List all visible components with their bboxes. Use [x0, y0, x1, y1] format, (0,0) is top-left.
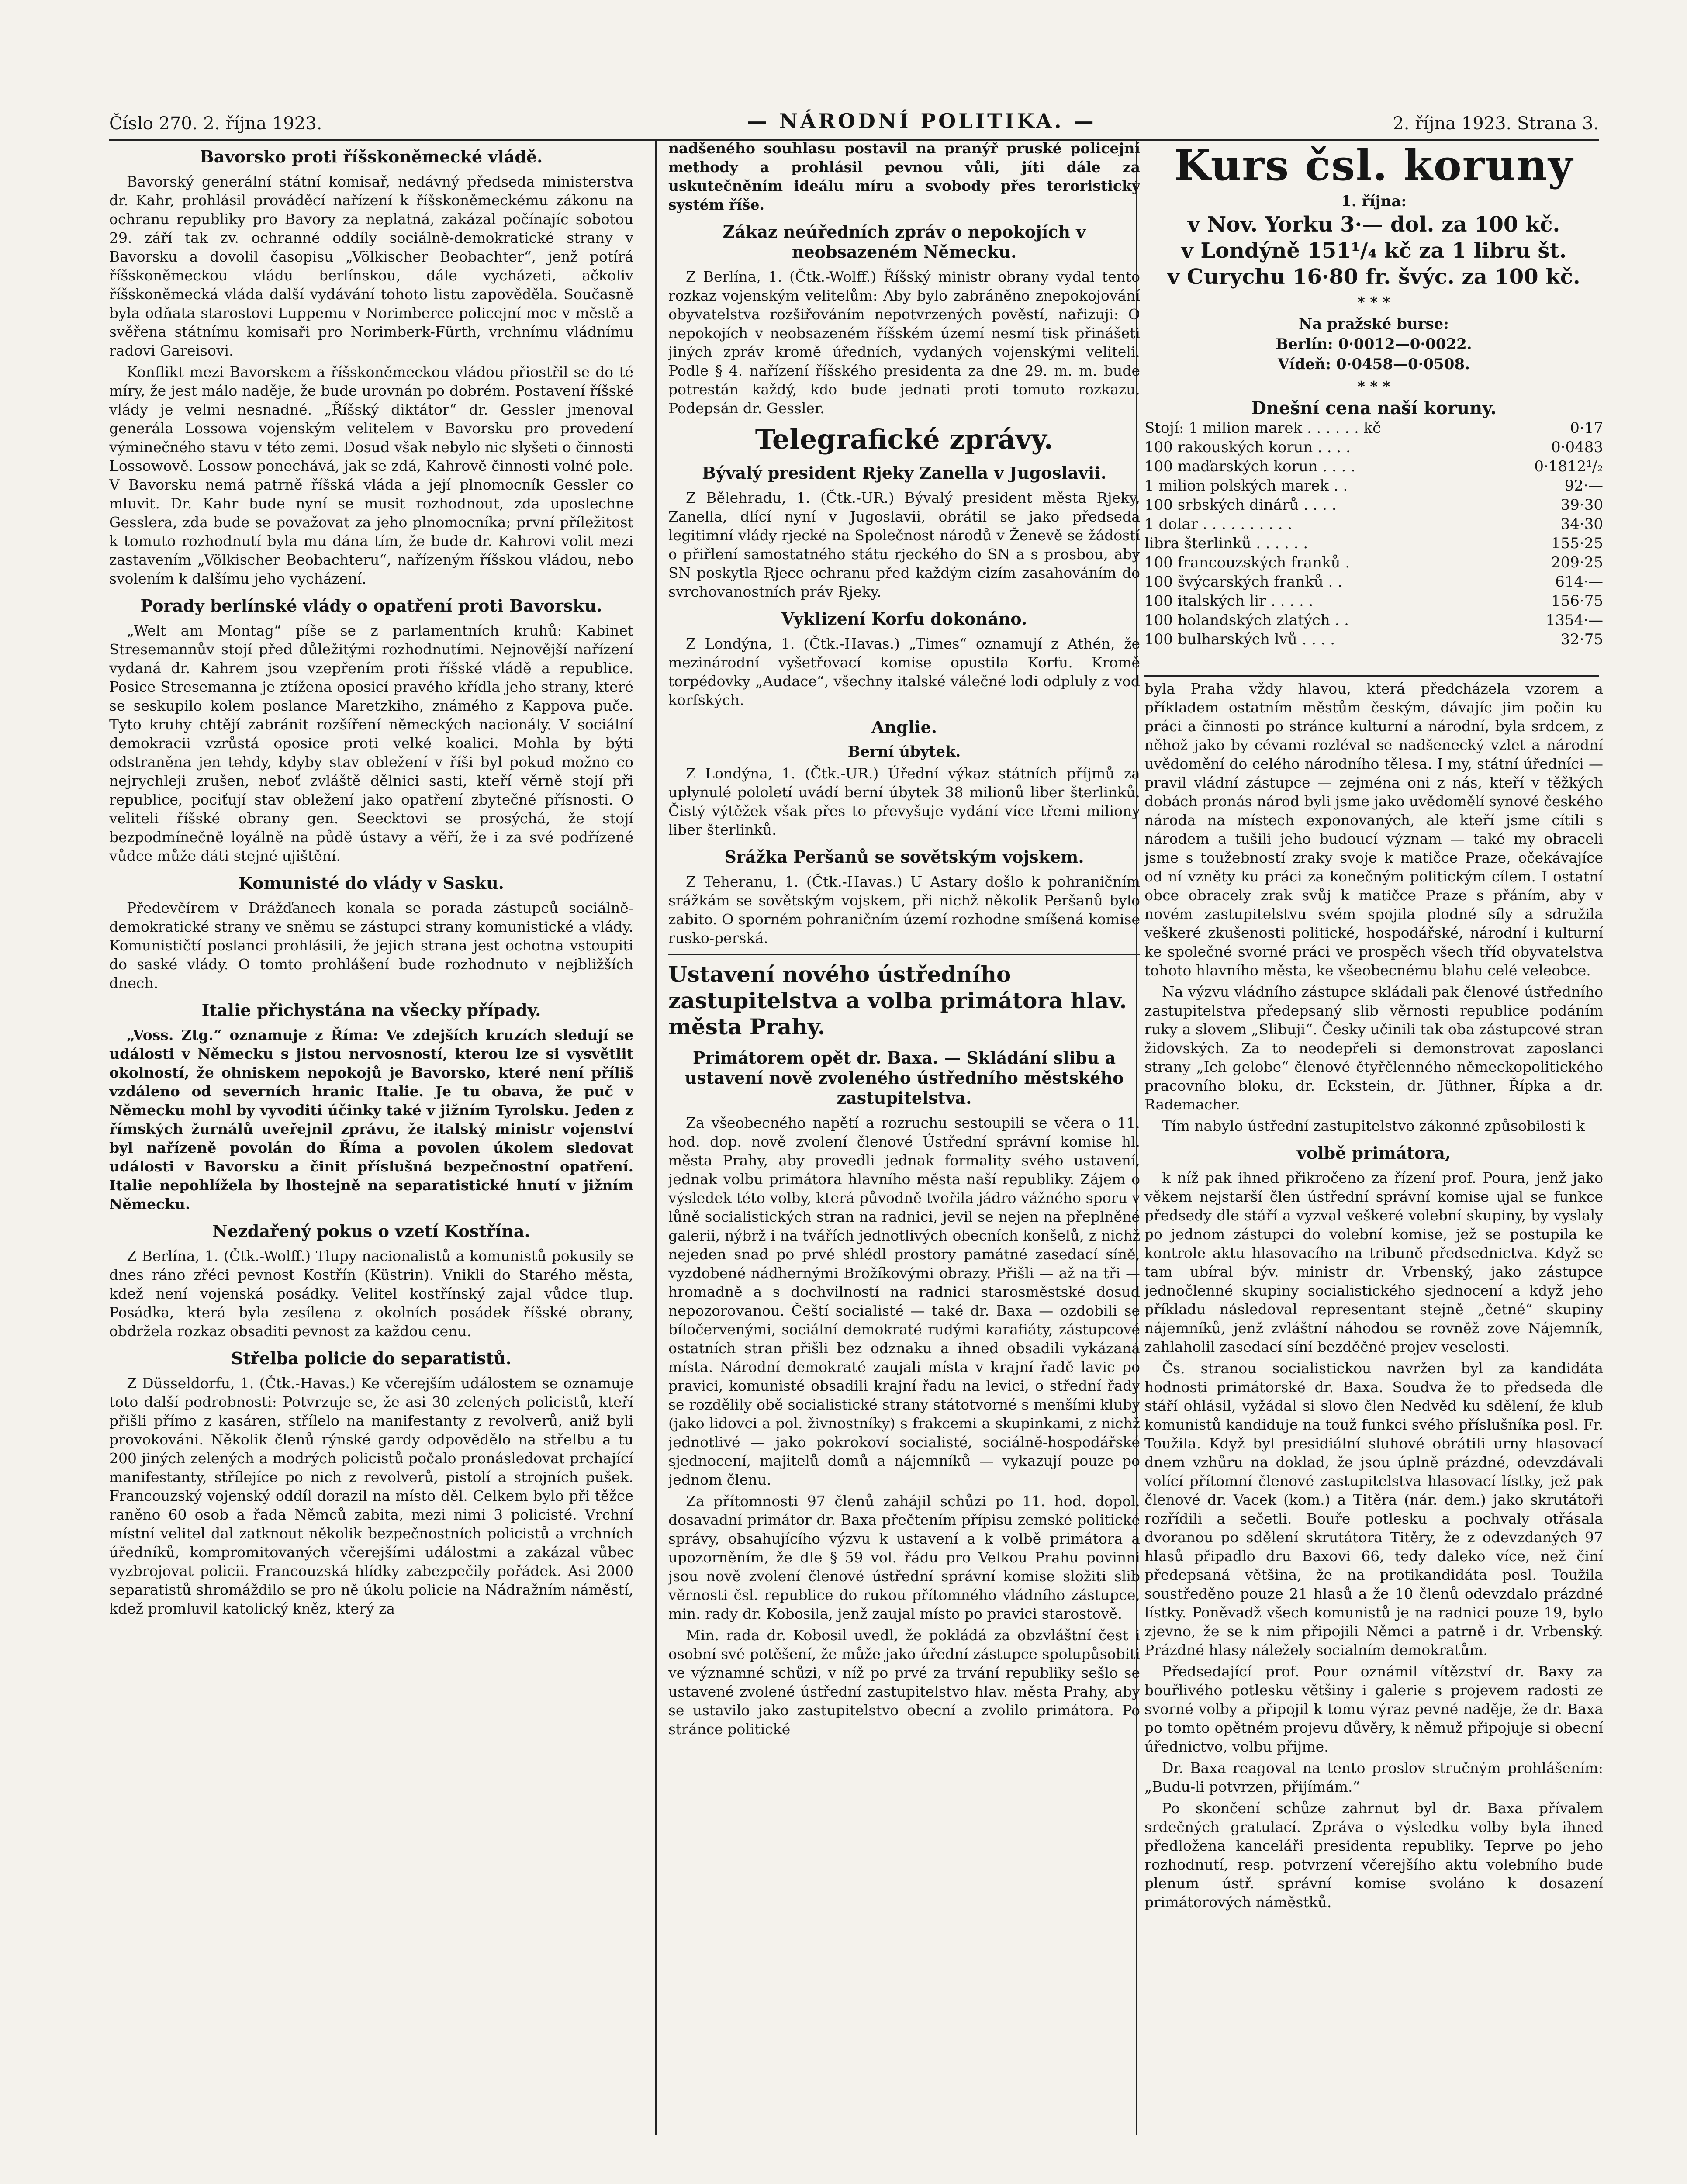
article-heading: Bavorsko proti říšskoněmecké vládě.	[200, 147, 543, 166]
rate-label: 1 milion polských marek . .	[1144, 477, 1348, 494]
article-paragraph: Konflikt mezi Bavorskem a říšskoněmeckou vládou přiostřil se do té míry, že jest málo naděje, že bude urovnán po dobrém. Postavení říšské vlády je velmi nesnadné. „Říšský diktátor“ dr. Gessler jmenoval generála Lossowa vojenským velitelem v Bavorsku pro provedení výminečného stavu v této zemi. Dosud však nebylo nic slyšeti o činnosti Lossowově. Lossow ponechává, jak se zdá, Kahrově činnosti volné pole. V Bavorsku nemá patrně říšská vláda a její plnomocník Gessler co mluvit. Dr. Kahr bude nyní se musit rozhodnout, zda uposlechne Gesslera, zda bude se považovat za jeho plnomocníka; první příležitost k tomuto rozhodnutí byla mu dána tím, že bude dr. Kahrovi volit mezi zastavením „Völkischer Beobachteru“, nařízeným říšskou vládou, nebo svolením k dalšímu jeho vycházení.	[109, 363, 633, 587]
rate-row	[1144, 630, 1603, 649]
article-paragraph: Tím nabylo ústřední zastupitelstvo zákonné způsobilosti k	[1162, 1117, 1585, 1134]
article-paragraph: Z Londýna, 1. (Čtk.-UR.) Úřední výkaz státních příjmů za uplynulé pololetí uvádí berní úbytek 38 milionů liber šterlinků. Čistý výtěžek však přes to převyšuje vydání více třemi miliony liber šterlinků.	[668, 765, 1140, 838]
article-heading: Komunisté do vlády v Sasku.	[239, 873, 504, 893]
divider-stars: * * *	[1357, 378, 1390, 395]
column-rule-1	[655, 139, 657, 2135]
rate-value: 32·75	[1560, 631, 1603, 648]
rate-row	[1144, 534, 1603, 553]
rate-label: 100 francouzských franků .	[1144, 554, 1350, 571]
currency-title: Kurs čsl. koruny	[1174, 141, 1573, 190]
section-rule	[668, 954, 1140, 955]
rate-value: 0·1812¹/₂	[1534, 458, 1603, 475]
rate-value: 34·30	[1560, 515, 1603, 533]
rate-label: Stojí: 1 milion marek . . . . . . kč	[1144, 419, 1381, 437]
currency-date: 1. října:	[1341, 193, 1407, 210]
article-heading: Střelba policie do separatistů.	[231, 1348, 512, 1368]
rate-value: 39·30	[1560, 496, 1603, 514]
article-paragraph: „Welt am Montag“ píše se z parlamentních kruhů: Kabinet Stresemannův stojí před důležitými rozhodnutími. Nejnovější nařízení vydaná dr. Kahrem jsou vzepřením proti říšské vládě a republice. Posice Stresemanna je ztížena oposicí pravého křídla jeho strany, které se seskupilo kolem poslance Maretzkiho, známého z Kappova puče. Tyto kruhy chtějí zabránit rozšíření německých nacionály. V sociální demokracii vzrůstá oposice proti velké koalici. Mohla by býti odstraněna jen tehdy, kdyby stav obležení v říši byl pokud možno co nejrychleji zrušen, neboť zvláště dělnici sasti, kteří věrně stojí při republice, pociťují stav obležení jako opatření zbytečné přísnosti. O veliteli říšské obrany gen. Seecktovi se prosýchá, že stojí bezpodmínečně loyálně na půdě ústavy a věří, že i za své podřízené vůdce může dáti stejné ujištění.	[109, 622, 633, 864]
rate-zurich: v Curychu 16·80 fr. švýc. za 100 kč.	[1167, 265, 1580, 289]
box-rule	[1144, 675, 1599, 677]
article-heading: Anglie.	[871, 717, 937, 737]
article-paragraph: Za všeobecného napětí a rozruchu sestoupili se včera o 11. hod. dop. nově zvolení členové Ústřední správní komise hl. města Prahy, aby provedli jednak formality svého ustavení, jednak volbu primátora hlavního města naší republiky. Zájem o výsledek této volby, která původně tvořila jádro vážného sporu v lůně socialistických stran na radnici, jevil se nejen na přeplněné galerii, nýbrž i na tvářích jednotlivých obecních konšelů, z nichž nejeden snad po prvé shlédl prostory památné zasedací síně, vyzdobené nádhernými Brožíkovými obrazy. Přišli — až na tři — hromadně a s dochvilností na radnici starosměstské dosud nepozorovanou. Čeští socialisté — také dr. Baxa — ozdobili se bíločervenými, sociální demokraté rudými karafiáty, zástupcové ostatních stran přišli bez odznaku a ihned obsadili vykázaná místa. Národní demokraté zaujali místa v krajní řadě lavic po pravici, komunisté obsadili krajní řadu na levici, o střední řady se rozdělily obě socialistické strany státotvorné s menšími kluby (jako lidovci a pol. živnostníky) s frakcemi a skupinkami, z nichž jednotlivé — jako pokrokoví socialisté, sociálně-hospodářské sjednocení, majitelů domů a nájemníků — vykazují pouze po jednom členu.	[668, 1114, 1140, 1488]
column-1	[109, 139, 633, 2135]
section-heading: Ustavení nového ústředního zastupitelstva a volba primátora hlav. města Prahy.	[668, 961, 1127, 1040]
column-2	[668, 139, 1140, 2135]
article-paragraph: Z Teheranu, 1. (Čtk.-Havas.) U Astary došlo k pohraničním srážkám se sovětským vojskem, při nichž několik Peršanů bylo zabito. O sporném pohraničním území rozhodne smíšená komise rusko-perská.	[668, 873, 1140, 947]
article-paragraph: Z Bělehradu, 1. (Čtk.-UR.) Bývalý president města Rjeky, Zanella, dlící nyní v Jugoslavii, obrátil se jako předseda legitimní vlády rjecké na Společnost národů v Ženevě se žádostí o přiřlení samostatného státu rjeckého do SN a s prosbou, aby SN poskytla Rjece ochranu před každým cizím zasahováním do svrchovanostních práv Rjeky.	[668, 489, 1140, 600]
rate-label: 100 rakouských korun . . . .	[1144, 439, 1351, 456]
rate-label: 100 italských lir . . . . .	[1144, 592, 1314, 610]
article-heading: Nezdařený pokus o vzetí Kostřína.	[212, 1221, 530, 1241]
article-heading: volbě primátora,	[1296, 1143, 1451, 1163]
rate-value: 156·75	[1551, 592, 1603, 610]
rate-value: 209·25	[1551, 554, 1603, 571]
article-paragraph: byla Praha vždy hlavou, která předcházela vzorem a příkladem ostatním městům českým, dávajíc jim počin ku práci a činnosti po stránce kulturní a národní, byla srdcem, z něhož jako by cévami rozléval se nadšenecký vzlet a národní uvědomění do celého národního tělesa. I my, státní úředníci — pravil vládní zástupce — zejména oni z nás, kteří v těžkých dobách pronás národ byli jsme jako uvědomělí synové českého národa na místech exponovaných, ale kteří jsme cítili s národem a tušili jeho budoucí význam — také my obraceli jsme s toužebností zraky svoje k matičce Praze, očekávajíce od ní vzněty ku práci za konečným politickým cílem. I ostatní obce obracely zrak svůj k matičce Praze s přáním, aby v novém zastupitelstvu svém spojila plodné síly a sdružila veškeré zkušenosti politické, hospodářské, národní i kulturní ke společné svorné práci ve prospěch všech tříd obyvatelstva tohoto hlavního města, ke všeobecnému blahu celé veleobce.	[1144, 680, 1603, 979]
bourse-berlin: Berlín: 0·0012—0·0022.	[1276, 335, 1472, 353]
today-title: Dnešní cena naší koruny.	[1251, 398, 1497, 418]
article-paragraph: Dr. Baxa reagoval na tento proslov stručným prohlášením: „Budu-li potvrzen, přijímám.“	[1144, 1759, 1603, 1795]
article-paragraph: Čs. stranou socialistickou navržen byl za kandidáta hodnosti primátorské dr. Baxa. Soudva že to předseda dle stáří ohlásil, vyžádal si slovo člen Nedvěd ku sdělení, že klub komunistů kandiduje na touž funkci svého příslušníka posl. Fr. Toužila. Když byl presidiální sluhové obrátili urny hlasovací dnem vzhůru na doklad, že jsou úplně prázdné, odevzdávali volící přítomní členové zastupitelstva hlasovací lístky, jež pak členové dr. Vacek (kom.) a Titěra (nár. dem.) jako skrutátoři rozřídili a sečetli. Bouře potlesku a pochvaly otřásala dvoranou po sdělení skrutátora Titěry, že z odevzdaných 97 hlasů připadlo dru Baxovi 66, tedy daleko více, než činí předepsaná většina, že na protikandidáta posl. Toužila soustředěno pouze 21 hlasů a že 10 členů odevzdalo prázdné lístky. Poněvadž všech komunistů je na radnici pouze 19, bylo zjevno, že se k nim připojili Němci a patrně i dr. Vrbenský. Prázdné hlasy náležely socialním demokratům.	[1144, 1360, 1603, 1659]
article-heading: Italie přichystána na všecky případy.	[201, 1000, 541, 1020]
rate-row	[1144, 418, 1603, 438]
rate-row	[1144, 572, 1603, 591]
rate-label: 100 bulharských lvů . . . .	[1144, 631, 1335, 648]
article-heading: Porady berlínské vlády o opatření proti Bavorsku.	[140, 596, 602, 615]
rate-value: 0·0483	[1551, 439, 1603, 456]
divider-stars: * * *	[1357, 294, 1390, 311]
rate-value: 614·—	[1555, 573, 1603, 591]
bourse-title: Na pražské burse:	[1299, 315, 1449, 333]
article-paragraph: Za přítomnosti 97 členů zahájil schůzi po 11. hod. dopol. dosavadní primátor dr. Baxa přečtením přípisu zemské politické správy, obsahujícího výzvu k ustavení a k volbě primátora a upozorněním, že dle § 59 vol. řádu pro Velkou Prahu povinni jsou nově zvolení členové ústřední správní komise složiti slib věrnosti čsl. republice do rukou přítomného vládního zástupce, min. rady dr. Kobosila, jenž zaujal místo po pravici starostově.	[668, 1493, 1140, 1622]
rate-new-york: v Nov. Yorku 3·— dol. za 100 kč.	[1187, 212, 1560, 237]
rate-label: 1 dolar . . . . . . . . . .	[1144, 515, 1293, 533]
article-heading: Srážka Peršanů se sovětským vojskem.	[724, 847, 1084, 867]
issue-info: Číslo 270. 2. října 1923.	[109, 114, 322, 134]
rate-row	[1144, 553, 1603, 572]
article-heading: Vyklizení Korfu dokonáno.	[781, 609, 1027, 629]
rate-row	[1144, 611, 1603, 630]
rate-label: 100 švýcarských franků . .	[1144, 573, 1342, 591]
rate-value: 92·—	[1564, 477, 1603, 494]
rate-row	[1144, 457, 1603, 476]
article-paragraph: Bavorský generální státní komisař, nedávný předseda ministerstva dr. Kahr, prohlásil prováděcí nařízení k říšskoněmeckému zákonu na ochranu republiky pro Bavory za neplatná, zakázal počínajíc sobotou 29. září tak zv. ochranné oddíly sociálně-demokratické strany v Bavorsku a dovolil časopisu „Völkischer Beobachter“, jenž potírá říšskoněmeckou vládu berlínskou, dále vycházeti, ačkoliv říšskoněmecká vláda další vydávání tohoto listu zapověděla. Současně byla odňata starostovi Luppemu v Norimberce policejní moc v městě a svěřena státnímu komisaři pro Norimberk-Fürth, vrchnímu vládnímu radovi Gareisovi.	[109, 173, 633, 359]
article-paragraph: k níž pak ihned přikročeno za řízení prof. Poura, jenž jako věkem nejstarší člen ústřední správní komise ujal se funkce předsedy dle stáří a vyzval veškeré volební skupiny, by vyslaly po jednom zástupci do volební komise, jež se postupila ke kontrole aktu hlasovacího na tribuně předsednictva. Když se tam ubíral býv. ministr dr. Vrbenský, jako zástupce jednočlenné skupiny socialistického sjednocení a když jeho příkladu následoval representant stejně „četné“ skupiny nájemníků, jenž zvláštní náhodou se rovněž zove Nájemník, zahlaholil zasedací síní bezděčné projev veselosti.	[1144, 1169, 1603, 1355]
article-heading: Zákaz neúředních zpráv o nepokojích v neobsazeném Německu.	[723, 222, 1086, 262]
article-paragraph: Předsedající prof. Pour oznámil vítězství dr. Baxy za bouřlivého potlesku většiny i galerie s projevem radosti ze svorné volby a připojil k tomu výraz pevné naděje, že dr. Baxa po tomto opětném projevu důvěry, k němuž připojuje si obecní úřednictvo, volbu přijme.	[1144, 1663, 1603, 1755]
rate-value: 1354·—	[1545, 612, 1603, 629]
article-paragraph: „Voss. Ztg.“ oznamuje z Říma: Ve zdejších kruzích sledují se události v Německu s jistou nervosností, kterou lze si vysvětlit okolností, že ohniskem nepokojů je Bavorsko, které není příliš vzdáleno od severních hranic Italie. Je tu obava, že puč v Německu mohl by vyvoditi účinky také v jižním Tyrolsku. Jeden z římských žurnálů uveřejnil zprávu, že italský ministr vojenství byl nařízeně povolán do Říma a povolen úkolem sledovat události v Bavorsku a činit příslušná bezpečnostní opatření. Italie nepohlížela by lhostejně na separatistické hnutí v jižním Německu.	[109, 1026, 633, 1213]
bourse-vienna: Vídeň: 0·0458—0·0508.	[1278, 356, 1470, 373]
rate-label: 100 maďarských korun . . . .	[1144, 458, 1356, 475]
rate-london: v Londýně 151¹/₄ kč za 1 libru št.	[1181, 238, 1567, 263]
article-paragraph: Na výzvu vládního zástupce skládali pak členové ústředního zastupitelstva předepsaný slib věrnosti republice podáním ruky a slovem „Slibuji“. Česky učinili tak oba zástupcové stran židovských. Za to neodepřeli si demonstrovat zaposlanci strany „Ich gelobe“ členové čtyřčlenného německopolitického pracovního bloku, dr. Eckstein, dr. Jüthner, Řípka a dr. Rademacher.	[1144, 983, 1603, 1113]
rate-value: 155·25	[1551, 535, 1603, 552]
article-heading: Primátorem opět dr. Baxa. — Skládání slibu a ustavení nově zvoleného ústředního městského zastupitelstva.	[684, 1048, 1124, 1108]
masthead: — NÁRODNÍ POLITIKA. —	[747, 109, 1096, 133]
currency-box	[1144, 139, 1603, 676]
article-paragraph: Z Düsseldorfu, 1. (Čtk.-Havas.) Ke včerejším událostem se oznamuje toto další podrobnosti: Potvrzuje se, že asi 30 zelených policistů, kteří přišli přímo z kasáren, střílelo na manifestanty z revolverů, aniž byli provokováni. Několik členů rýnské gardy odpovědělo na střelbu a tu 200 jiných zelených a modrých policistů počalo pronásledovat prchající manifestanty, střílejíce po nich z revolverů, pistolí a strojních pušek. Francouzský vojenský oddíl dorazil na místo děl. Celkem bylo při těžce raněno 60 osob a řada Němců zabita, mezi nimi 3 policisté. Vrchní místní velitel dal zatknout několik bezpečnostních policistů a vrchních úředníků, kompromitovaných včerejšími událostmi a zakázal vůbec vyzbrojovat policii. Francouzská hlídky zabezpečily pořádek. Asi 2000 separatistů shromáždilo se pro ně úkolu policie na Nádražním náměstí, kdež promluvil katolický kněz, který za	[109, 1375, 633, 1617]
rate-label: 100 holandských zlatých . .	[1144, 612, 1349, 629]
page-header	[109, 109, 1599, 140]
section-heading: Telegrafické zprávy.	[755, 423, 1054, 455]
rate-row	[1144, 591, 1603, 611]
rate-label: 100 srbských dinárů . . . .	[1144, 496, 1337, 514]
rate-label: libra šterlinků . . . . . .	[1144, 535, 1308, 552]
article-paragraph: Po skončení schůze zahrnut byl dr. Baxa přívalem srdečných gratulací. Zpráva o výsledku volby byla ihned předložena kanceláři presidenta republiky. Teprve po jeho rozhodnutí, resp. potvrzení včerejšího aktu volebního bude plenum ústř. správní komise svoláno k dosazení primátorových náměstků.	[1144, 1800, 1603, 1911]
rate-row	[1144, 476, 1603, 495]
article-heading: Bývalý president Rjeky Zanella v Jugoslavii.	[702, 463, 1106, 483]
article-paragraph: Z Londýna, 1. (Čtk.-Havas.) „Times“ oznamují z Athén, že mezinárodní vyšetřovací komise opustila Korfu. Kromě torpédovky „Audace“, všechny italské válečné lodi odpluly z vod korfských.	[668, 635, 1140, 708]
rate-row	[1144, 515, 1603, 534]
article-paragraph: Předevčírem v Drážďanech konala se porada zástupců sociálně-demokratické strany ve sněmu se zástupci strany komunistické a vlády. Komunističtí poslanci prohlásili, že jejich strana jest ochotna vstoupiti do saské vlády. O tomto prohlášení bude rozhodnuto v nejbližších dnech.	[109, 899, 633, 992]
article-paragraph: Z Berlína, 1. (Čtk.-Wolff.) Říšský ministr obrany vydal tento rozkaz vojenským velitelům: Aby bylo zabráněno znepokojování obyvatelstva rozšiřováním nepotvrzených pověstí, nařizuji: O nepokojích v neobsazeném říšském území nesmí tisk přinášeti jiných zpráv kromě úředních, vydaných vojenskými veliteli. Podle § 4. nařízení říšského presidenta za dne 29. m. m. bude potrestán každý, kdo bude jednati proti tomuto rozkazu. Podepsán dr. Gessler.	[668, 268, 1140, 417]
article-paragraph: Z Berlína, 1. (Čtk.-Wolff.) Tlupy nacionalistů a komunistů pokusily se dnes ráno zřéci pevnost Kostřín (Küstrin). Vnikli do Starého města, kdež není vojenská posádky. Velitel kostřínský zajal vůdce tlup. Posádka, která byla zesílena z okolních posádek říšské obrany, obdržela rozkaz obsaditi pevnost za každou cenu.	[109, 1248, 633, 1340]
article-paragraph: nadšeného souhlasu postavil na pranýř pruské policejní methody a prohlásil pevnou vůli, jíti dále za uskutečněním ideálu míru a svobody přes teroristický systém říše.	[668, 140, 1140, 213]
rate-row	[1144, 438, 1603, 457]
article-subheading: Berní úbytek.	[847, 743, 961, 760]
article-paragraph: Min. rada dr. Kobosil uvedl, že pokládá za obzvláštní čest i osobní své potěšení, že může jako úřední zástupce spolupůsobiti ve významné schůzi, v níž po prvé za trvání republiky sešlo se ustavené zvolené ústřední zastupitelstvo hlav. města Prahy, aby se ustavilo jako zastupitelstvo obecní a zvolilo primátora. Po stránce politické	[668, 1627, 1140, 1738]
rates-table	[1144, 418, 1603, 649]
page-info: 2. října 1923. Strana 3.	[1393, 114, 1599, 134]
rate-row	[1144, 495, 1603, 515]
rate-value: 0·17	[1570, 419, 1603, 437]
column-3-text	[1144, 679, 1603, 2134]
